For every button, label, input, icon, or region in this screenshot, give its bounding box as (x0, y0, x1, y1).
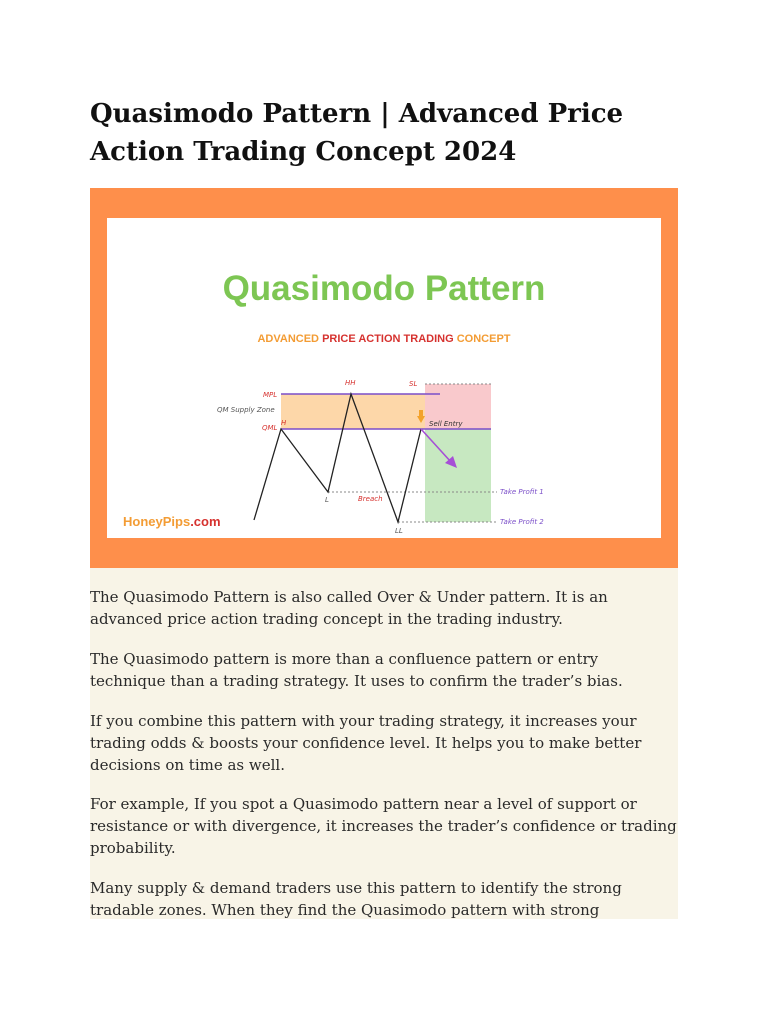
paragraph: Many supply & demand traders use this pattern to identify the strong tradable zones. When they find the Quasimodo pattern with strong (90, 879, 622, 919)
label-ll: LL (395, 527, 403, 535)
brand-com: .com (190, 514, 221, 529)
label-breach: Breach (358, 495, 383, 503)
article-body (90, 568, 678, 919)
hero-banner (90, 188, 678, 568)
label-mpl: MPL (263, 391, 278, 399)
hero-heading: Quasimodo Pattern (222, 269, 546, 308)
paragraph: The Quasimodo pattern is more than a confluence pattern or entry technique than a trading strategy. It uses to confirm the trader’s bias. (90, 650, 623, 690)
label-qml: QML (262, 424, 278, 432)
brand-honeypips: HoneyPips (123, 514, 191, 529)
subtitle-advanced: ADVANCED (257, 333, 323, 345)
label-hh: HH (345, 379, 356, 387)
hero-subtitle (257, 333, 510, 345)
label-sl: SL (409, 380, 418, 388)
label-take-profit-1: Take Profit 1 (500, 488, 544, 496)
label-h: H (281, 419, 287, 427)
label-sell-entry: Sell Entry (429, 420, 463, 428)
subtitle-concept: CONCEPT (456, 333, 511, 345)
entry-arrow-stem (419, 410, 423, 417)
label-qm-supply-zone: QM Supply Zone (217, 406, 275, 414)
brand-logo (123, 514, 221, 529)
page-title: Quasimodo Pattern | Advanced Price Action Trading Concept 2024 (90, 99, 624, 167)
hero-image (107, 218, 661, 538)
subtitle-price-action: PRICE ACTION TRADING (322, 333, 457, 345)
label-take-profit-2: Take Profit 2 (500, 518, 544, 526)
paragraph: The Quasimodo Pattern is also called Over & Under pattern. It is an advanced price action trading concept in the trading industry. (90, 588, 608, 628)
paragraph: For example, If you spot a Quasimodo pattern near a level of support or resistance or with divergence, it increases the trader’s confidence or trading probability. (90, 795, 677, 857)
quasimodo-diagram (107, 218, 661, 538)
take-profit-zone (425, 429, 491, 522)
paragraph: If you combine this pattern with your trading strategy, it increases your trading odds & boosts your confidence level. It helps you to make better decisions on time as well. (90, 712, 642, 774)
label-l: L (325, 496, 329, 504)
supply-zone (281, 394, 440, 429)
